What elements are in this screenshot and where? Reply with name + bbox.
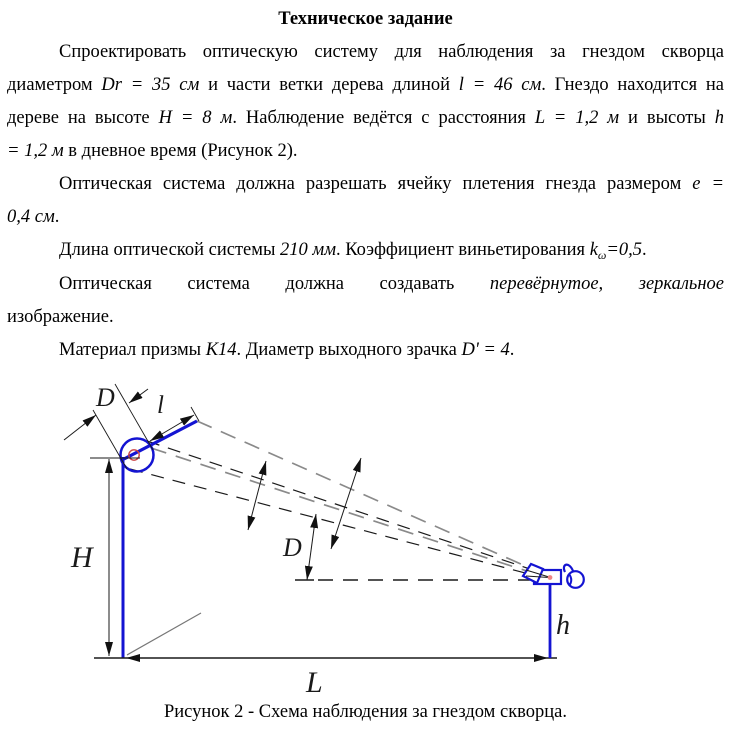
text-run: .: [509, 340, 515, 360]
text-line: [7, 102, 724, 135]
text-run: = 1,2 м: [7, 141, 64, 161]
text-line: [7, 334, 724, 367]
extension-tick: [191, 407, 199, 421]
beam-mark-1: [248, 461, 266, 530]
label-nest-diameter: D: [96, 383, 115, 412]
ground-leader-line: [127, 613, 201, 655]
figure-caption: Рисунок 2 - Схема наблюдения за гнездом скворца.: [163, 702, 568, 722]
text-run: К14: [205, 340, 237, 360]
label-beam-diameter: D: [283, 533, 302, 562]
extension-line: [115, 384, 153, 450]
label-observer-height: h: [556, 610, 570, 641]
text-run: Оптическая система должна создавать: [59, 274, 490, 294]
observation-schema-svg: [0, 378, 731, 700]
eye-point-dot: [548, 575, 553, 580]
text-run: дереве на высоте: [7, 108, 159, 128]
text-run: Длина оптической системы: [59, 240, 281, 260]
figure-observation-diagram: [0, 378, 731, 700]
ground-distance-dimension: [94, 613, 557, 658]
text-run: k: [589, 240, 598, 260]
text-run: в дневное время (Рисунок 2).: [63, 141, 298, 161]
text-run: . Гнездо находится на: [541, 75, 725, 95]
tree-height-dimension: [90, 458, 140, 656]
ray-nest-top: [147, 441, 548, 575]
text-run: диаметром: [7, 75, 102, 95]
paragraph-2: [7, 168, 724, 234]
text-run: . Наблюдение ведётся с расстояния: [232, 108, 535, 128]
text-line: [7, 168, 724, 201]
ray-branch-tip: [197, 421, 548, 576]
text-run: e =: [692, 174, 725, 194]
paragraph-5: [7, 334, 724, 367]
observer: [523, 564, 584, 658]
text-run: .: [54, 207, 60, 227]
text-line: [7, 234, 724, 268]
text-run: перевёрнутое, зеркальное: [489, 274, 724, 294]
text-line: [7, 201, 724, 234]
extension-line: [93, 410, 127, 469]
text-run: Оптическая система должна разрешать ячейку плетения гнезда размером: [59, 174, 693, 194]
nest-diameter-arrow-left: [64, 415, 96, 440]
paragraph-3: [7, 234, 724, 268]
document-title: Техническое задание: [278, 9, 453, 29]
text-run: . Диаметр выходного зрачка: [236, 340, 462, 360]
beam-diameter-arrow: [307, 514, 316, 580]
paragraph-4: [7, 268, 724, 334]
label-tree-height: H: [71, 541, 93, 574]
text-run: Спроектировать оптическую систему для наблюдения за гнездом скворца: [59, 42, 724, 62]
text-line: [7, 69, 724, 102]
text-run: и части ветки дерева длиной: [199, 75, 459, 95]
text-run: и высоты: [619, 108, 715, 128]
text-line: [7, 268, 724, 301]
beam-width-marks: [248, 458, 361, 549]
text-line: [7, 36, 724, 69]
text-run: L = 1,2 м: [534, 108, 620, 128]
text-run: l = 46 см: [458, 75, 542, 95]
sight-rays: [130, 421, 548, 579]
text-run: D' = 4: [461, 340, 510, 360]
tree-branch: [124, 421, 197, 459]
text-run: 210 мм: [280, 240, 337, 260]
paragraph-1: [7, 36, 724, 168]
text-run: . Коэффициент виньетирования: [336, 240, 590, 260]
text-run: .: [642, 240, 647, 260]
eye-icon: [564, 565, 584, 588]
nest-diameter-arrow-right: [129, 389, 148, 403]
text-run: изображение.: [7, 307, 114, 327]
text-run: Материал призмы: [59, 340, 206, 360]
text-run: 0,4 см: [7, 207, 55, 227]
subscript-omega: ω: [597, 248, 607, 262]
text-run: Dr = 35 см: [101, 75, 200, 95]
text-run: =0,5: [606, 240, 642, 260]
text-run: h: [714, 108, 724, 128]
text-run: H = 8 м: [158, 108, 233, 128]
label-distance: L: [306, 666, 323, 699]
text-line: [7, 301, 724, 334]
dimension-labels: [70, 383, 570, 699]
beam-diameter-dimension: [307, 514, 316, 580]
ray-branch-base: [151, 448, 548, 578]
text-line: [7, 135, 724, 168]
label-branch-length: l: [157, 392, 164, 419]
